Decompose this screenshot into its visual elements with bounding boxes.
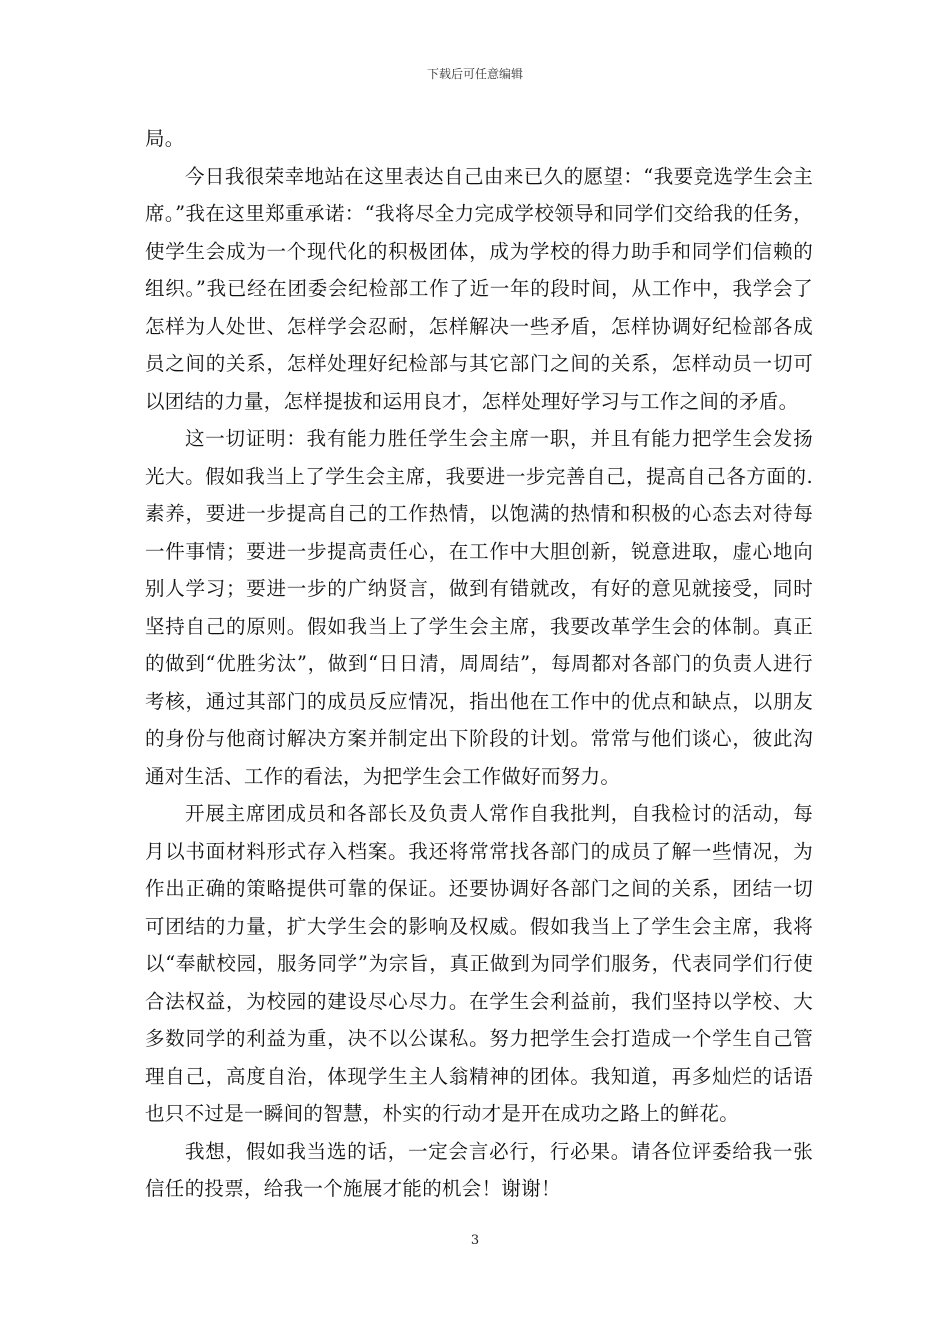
page-header: 下载后可任意编辑 [426, 67, 523, 81]
document-body [145, 120, 813, 1208]
paragraph-candidacy-statement: 今日我很荣幸地站在这里表达自己由来已久的愿望：“我要竞选学生会主席。”我在这里郑重承诺：“我将尽全力完成学校领导和同学们交给我的任务，使学生会成为一个现代化的积极团体，成为学校的得力助手和同学们信赖的组织。”我已经在团委会纪检部工作了近一年的段时间，从工作中，我学会了怎样为人处世、怎样学会忍耐，怎样解决一些矛盾，怎样协调好纪检部各成员之间的关系，怎样处理好纪检部与其它部门之间的关系，怎样动员一切可以团结的力量，怎样提拔和运用良才，怎样处理好学习与工作之间的矛盾。 [145, 164, 813, 413]
page-number: 3 [470, 1233, 480, 1248]
paragraph-qualifications-plans: 这一切证明：我有能力胜任学生会主席一职，并且有能力把学生会发扬光大。假如我当上了学生会主席，我要进一步完善自己，提高自己各方面的.素养，要进一步提高自己的工作热情，以饱满的热情和积极的心态去对待每一件事情；要进一步提高责任心，在工作中大胆创新，锐意进取，虚心地向别人学习；要进一步的广纳贤言，做到有错就改，有好的意见就接受，同时坚持自己的原则。假如我当上了学生会主席，我要改革学生会的体制。真正的做到“优胜劣汰”，做到“日日清，周周结”，每周都对各部门的负责人进行考核，通过其部门的成员反应情况，指出他在工作中的优点和缺点，以朋友的身份与他商讨解决方案并制定出下阶段的计划。常常与他们谈心，彼此沟通对生活、工作的看法，为把学生会工作做好而努力。 [145, 427, 813, 788]
paragraph-closing: 我想，假如我当选的话，一定会言必行，行必果。请各位评委给我一张信任的投票，给我一个施展才能的机会！谢谢！ [145, 1139, 813, 1200]
paragraph-self-criticism-plans: 开展主席团成员和各部长及负责人常作自我批判，自我检讨的活动，每月以书面材料形式存入档案。我还将常常找各部门的成员了解一些情况，为作出正确的策略提供可靠的保证。还要协调好各部门之间的关系，团结一切可团结的力量，扩大学生会的影响及权威。假如我当上了学生会主席，我将以“奉献校园，服务同学”为宗旨，真正做到为同学们服务，代表同学们行使合法权益，为校园的建设尽心尽力。在学生会利益前，我们坚持以学校、大多数同学的利益为重，决不以公谋私。努力把学生会打造成一个学生自己管理自己，高度自治，体现学生主人翁精神的团体。我知道，再多灿烂的话语也只不过是一瞬间的智慧，朴实的行动才是开在成功之路上的鲜花。 [145, 802, 813, 1125]
paragraph-continuation: 局。 [145, 127, 185, 150]
